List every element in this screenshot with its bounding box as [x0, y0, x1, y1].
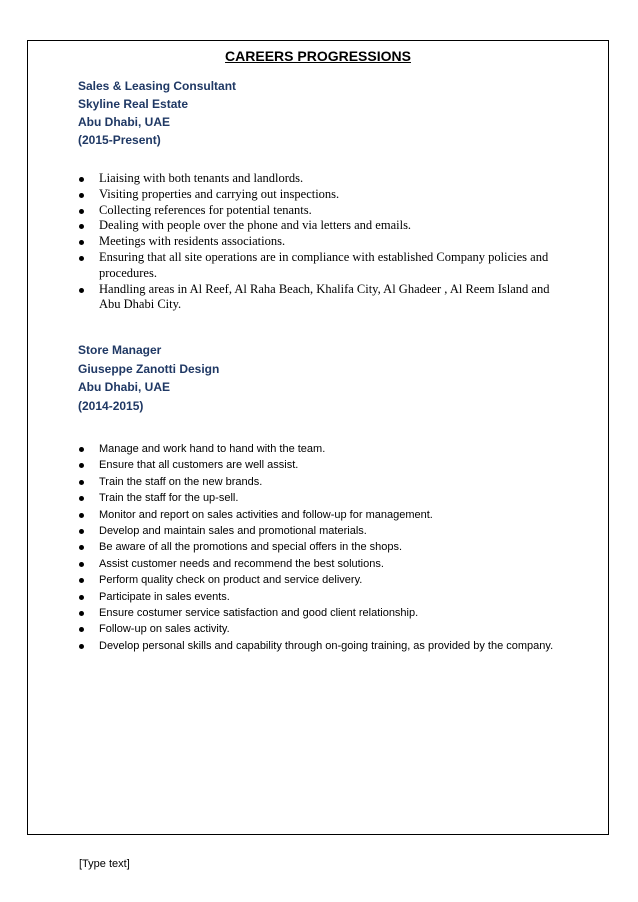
- job-2-header: [78, 341, 219, 415]
- job-1-company: Skyline Real Estate: [78, 97, 189, 111]
- bullet-icon: [79, 224, 84, 229]
- document-frame: [27, 40, 609, 835]
- bullet-icon: [79, 209, 84, 214]
- list-item: Visiting properties and carrying out inspections.: [78, 187, 558, 203]
- job-2-position: Store Manager: [78, 343, 162, 357]
- bullet-icon: [79, 447, 84, 452]
- bullet-icon: [79, 513, 84, 518]
- list-item: Develop personal skills and capability through on-going training, as provided by the company.: [78, 638, 558, 654]
- list-item: Perform quality check on product and service delivery.: [78, 572, 558, 588]
- bullet-icon: [79, 545, 84, 550]
- list-item: Follow-up on sales activity.: [78, 621, 558, 637]
- job-2-duties-list: [78, 441, 558, 654]
- bullet-icon: [79, 627, 84, 632]
- list-item: Train the staff for the up-sell.: [78, 490, 558, 506]
- list-item: Ensuring that all site operations are in compliance with established Company policies and procedures.: [78, 250, 558, 282]
- job-2-company: Giuseppe Zanotti Design: [78, 361, 220, 376]
- bullet-icon: [79, 496, 84, 501]
- list-item: Meetings with residents associations.: [78, 234, 558, 250]
- bullet-icon: [79, 480, 84, 485]
- list-item: Ensure costumer service satisfaction and good client relationship.: [78, 605, 558, 621]
- bullet-icon: [79, 529, 84, 534]
- bullet-icon: [79, 177, 84, 182]
- job-1-duties-list: [78, 171, 558, 313]
- job-1-period: (2015-Present): [78, 133, 161, 147]
- page-footer: [Type text]: [79, 858, 130, 870]
- list-item: Ensure that all customers are well assist.: [78, 457, 558, 473]
- page-title: CAREERS PROGRESSIONS: [225, 48, 411, 64]
- job-1-position: Sales & Leasing Consultant: [78, 79, 237, 93]
- list-item: Collecting references for potential tenants.: [78, 203, 558, 219]
- bullet-icon: [79, 463, 84, 468]
- bullet-icon: [79, 578, 84, 583]
- bullet-icon: [79, 611, 84, 616]
- list-item: Dealing with people over the phone and via letters and emails.: [78, 218, 558, 234]
- list-item: Be aware of all the promotions and special offers in the shops.: [78, 539, 558, 555]
- list-item: Manage and work hand to hand with the team.: [78, 441, 558, 457]
- bullet-icon: [79, 562, 84, 567]
- list-item: Train the staff on the new brands.: [78, 474, 558, 490]
- job-2-period: (2014-2015): [78, 398, 144, 413]
- bullet-icon: [79, 595, 84, 600]
- list-item: Assist customer needs and recommend the best solutions.: [78, 556, 558, 572]
- bullet-icon: [79, 256, 84, 261]
- list-item: Participate in sales events.: [78, 589, 558, 605]
- list-item: Monitor and report on sales activities and follow-up for management.: [78, 507, 558, 523]
- job-1-location: Abu Dhabi, UAE: [78, 115, 170, 129]
- job-1-header: [78, 77, 236, 149]
- bullet-icon: [79, 288, 84, 293]
- list-item: Liaising with both tenants and landlords.: [78, 171, 558, 187]
- job-2-location: Abu Dhabi, UAE: [78, 380, 170, 394]
- bullet-icon: [79, 193, 84, 198]
- list-item: Develop and maintain sales and promotional materials.: [78, 523, 558, 539]
- bullet-icon: [79, 644, 84, 649]
- list-item: Handling areas in Al Reef, Al Raha Beach, Khalifa City, Al Ghadeer , Al Reem Island and Abu Dhabi City.: [78, 282, 558, 314]
- bullet-icon: [79, 240, 84, 245]
